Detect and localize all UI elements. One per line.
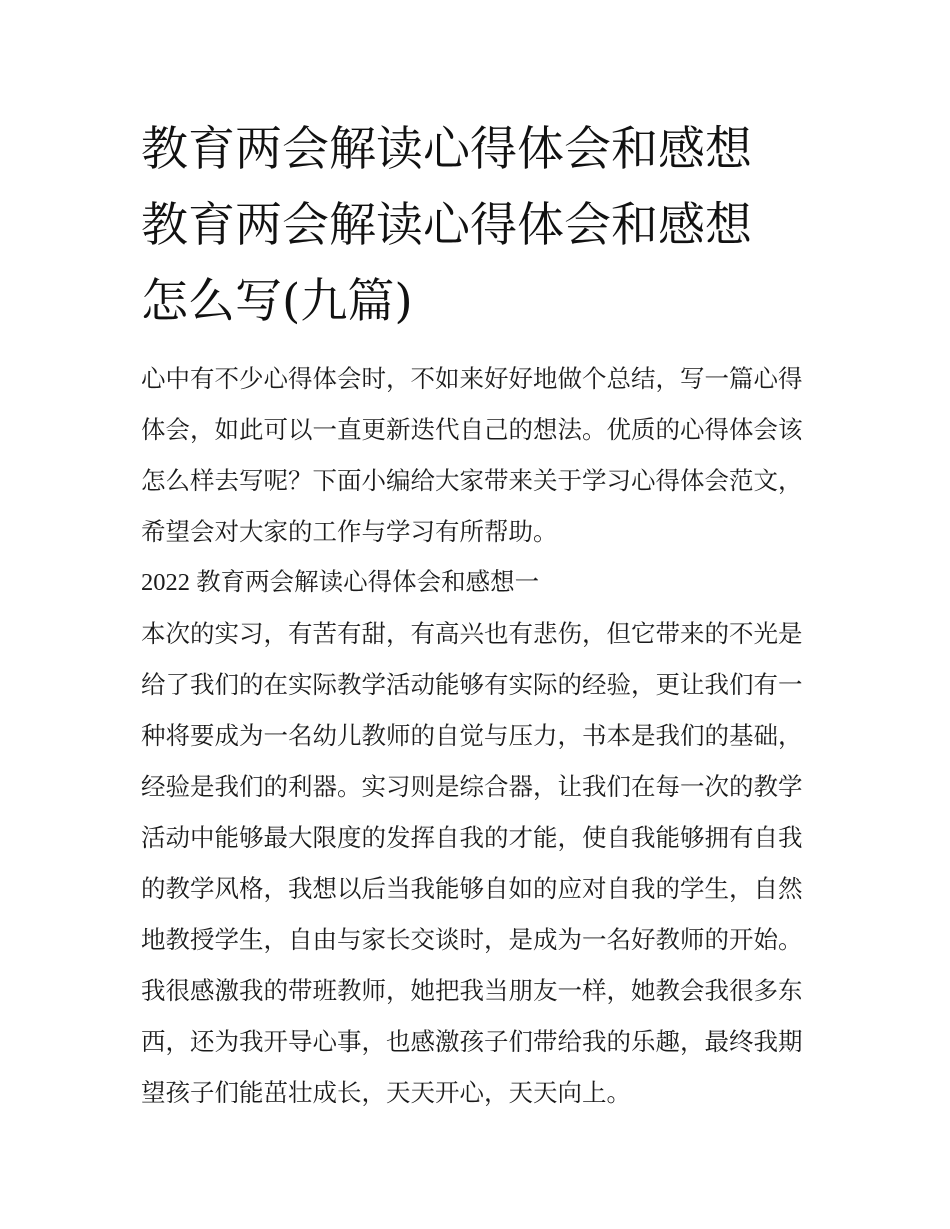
intro-line-1: 心中有不少心得体会时，不如来好好地做个总结，写一篇心得 [141,364,803,393]
document-title [141,112,813,340]
body-line-4: 经验是我们的利器。实习则是综合器，让我们在每一次的教学 [141,772,803,801]
body-paragraph [141,608,813,1118]
document-content [141,112,813,1118]
title-line-3: 怎么写(九篇) [141,274,413,329]
intro-line-3: 怎么样去写呢？下面小编给大家带来关于学习心得体会范文， [141,466,803,495]
body-line-3: 种将要成为一名幼儿教师的自觉与压力，书本是我们的基础， [141,721,803,750]
body-line-8: 我很感激我的带班教师，她把我当朋友一样，她教会我很多东 [141,976,803,1005]
title-line-1: 教育两会解读心得体会和感想 [141,122,752,177]
title-line-2: 教育两会解读心得体会和感想 [141,198,752,253]
intro-line-4: 希望会对大家的工作与学习有所帮助。 [141,517,558,546]
body-line-6: 的教学风格，我想以后当我能够自如的应对自我的学生，自然 [141,874,803,903]
body-line-5: 活动中能够最大限度的发挥自我的才能，使自我能够拥有自我 [141,823,803,852]
intro-paragraph [141,353,813,557]
body-line-9: 西，还为我开导心事，也感激孩子们带给我的乐趣，最终我期 [141,1027,803,1056]
body-line-7: 地教授学生，自由与家长交谈时，是成为一名好教师的开始。 [141,925,803,954]
section-heading: 2022 教育两会解读心得体会和感想一 [141,569,540,596]
body-line-2: 给了我们的在实际教学活动能够有实际的经验，更让我们有一 [141,670,803,699]
body-line-1: 本次的实习，有苦有甜，有高兴也有悲伤，但它带来的不光是 [141,619,803,648]
body-line-10: 望孩子们能茁壮成长，天天开心，天天向上。 [141,1078,631,1107]
intro-line-2: 体会，如此可以一直更新迭代自己的想法。优质的心得体会该 [141,415,803,444]
